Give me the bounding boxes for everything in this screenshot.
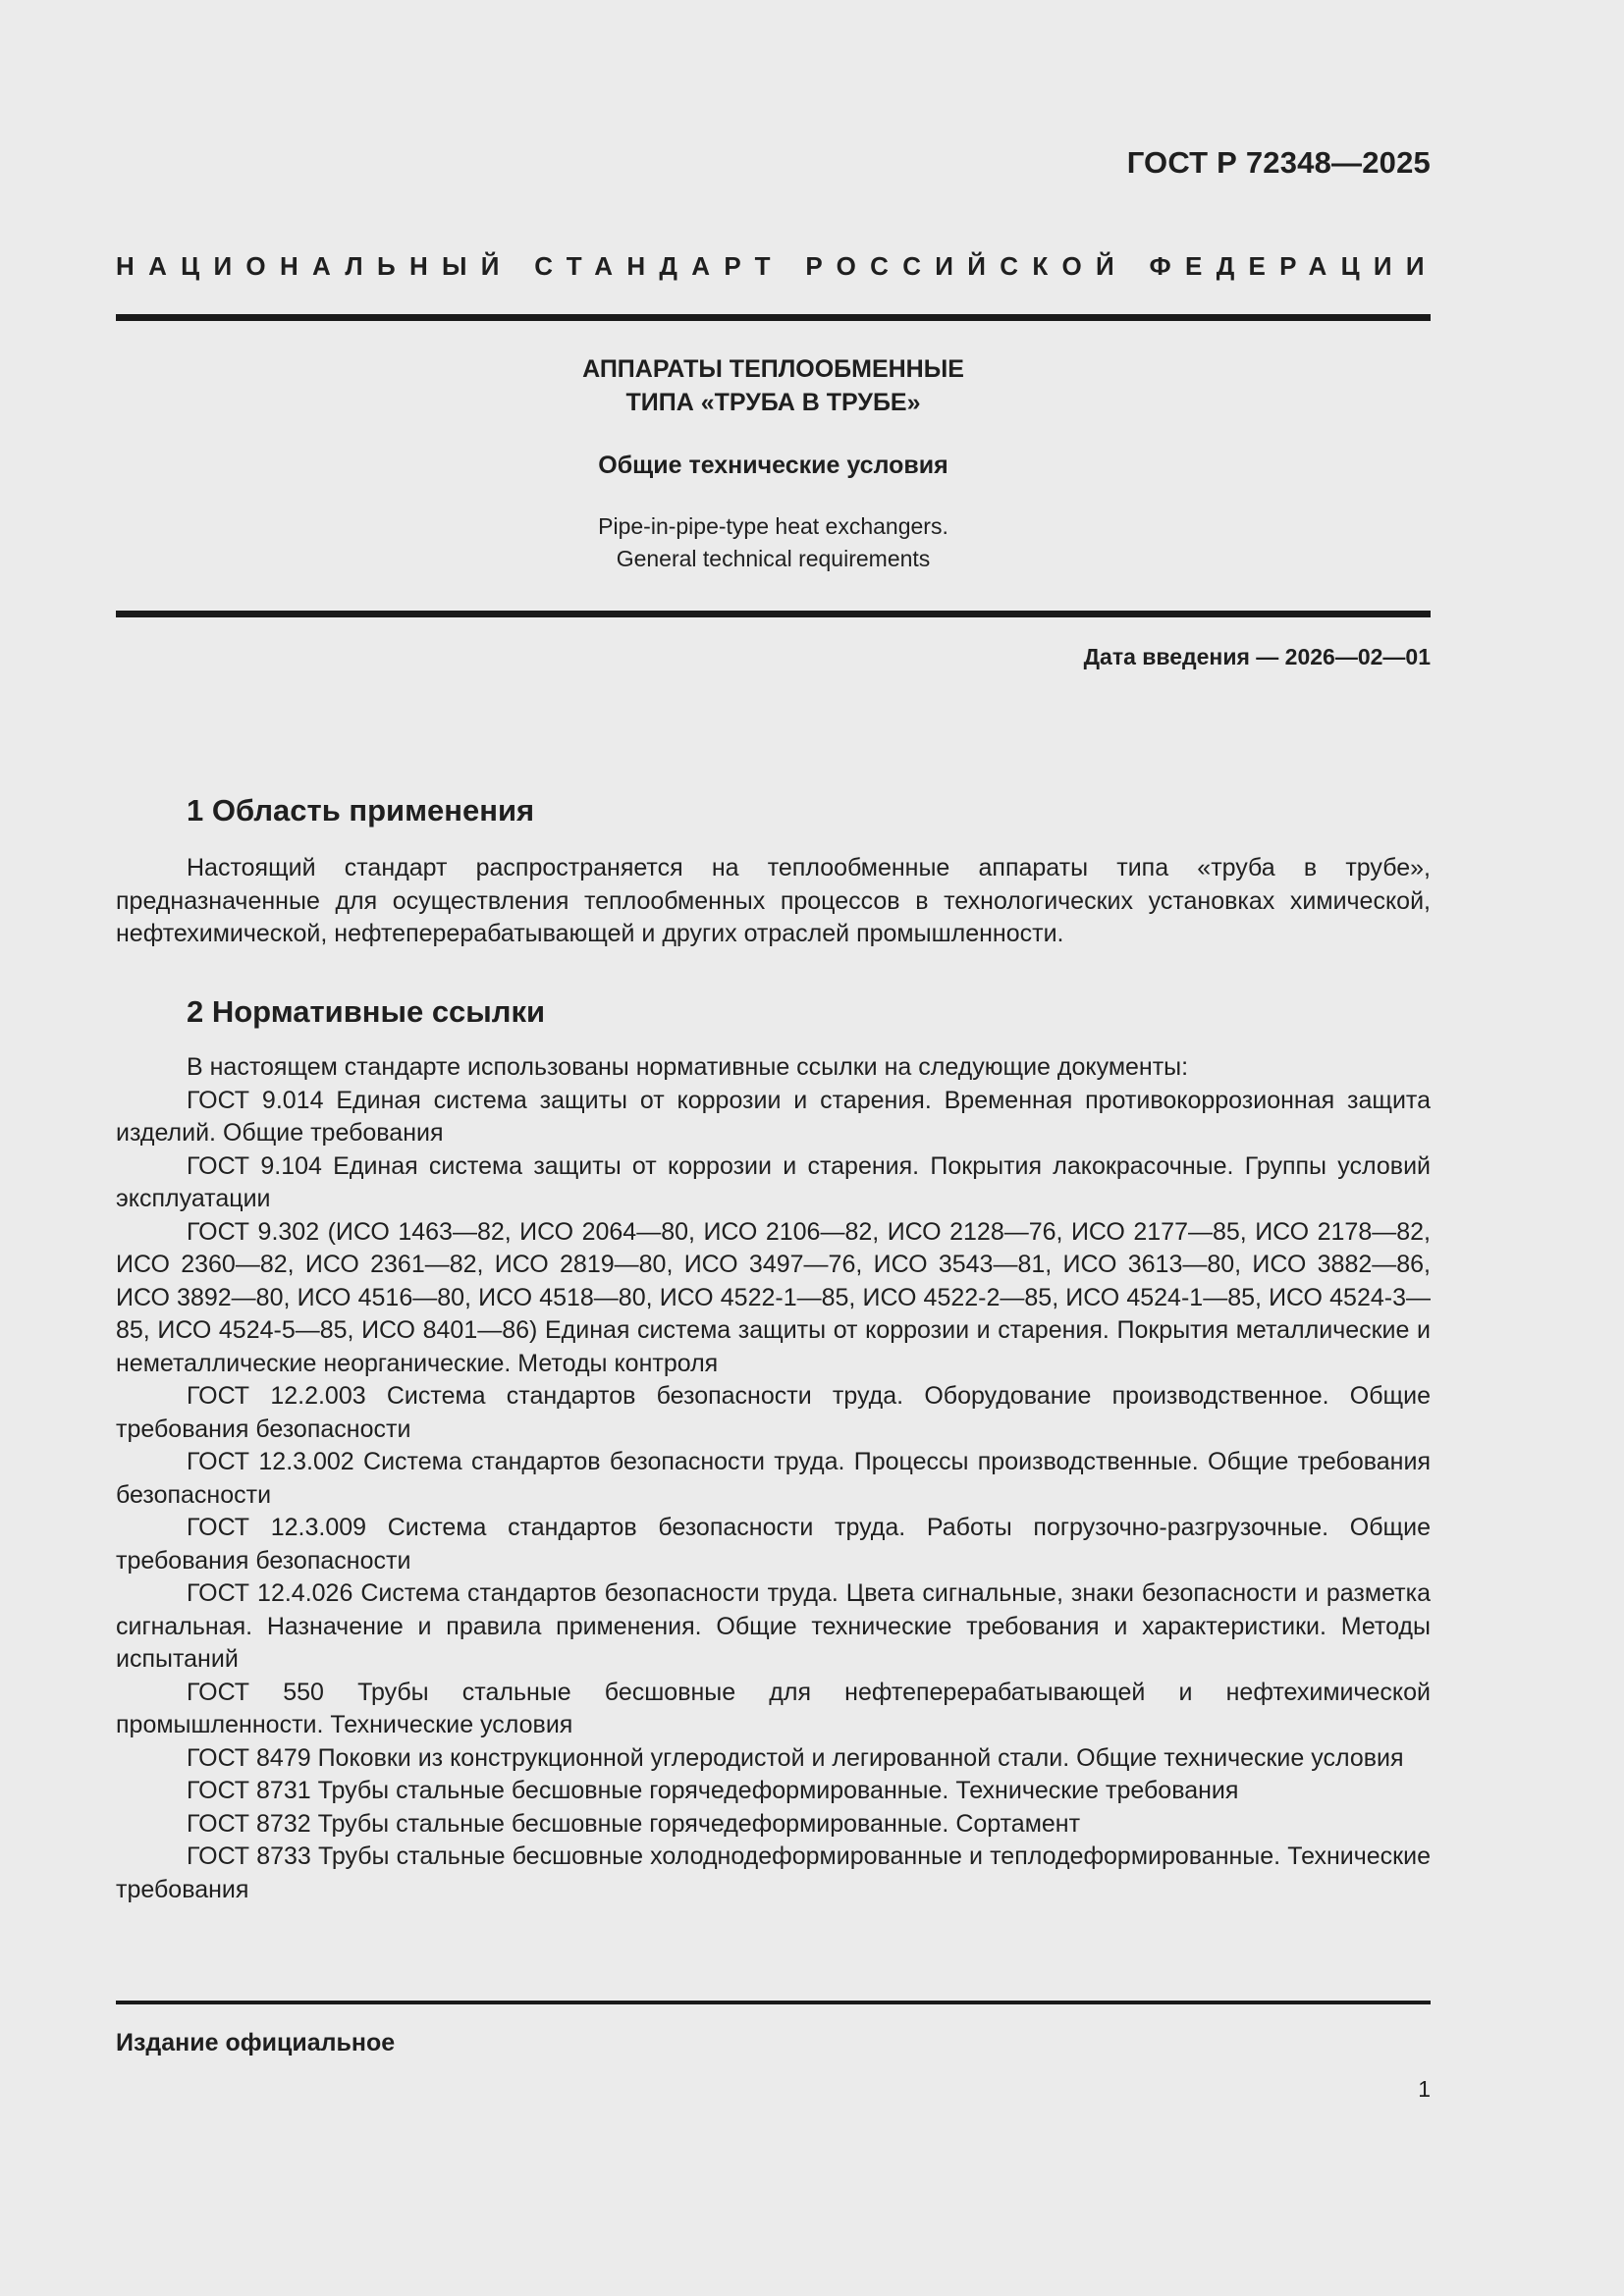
section-2-body (116, 1051, 1431, 1906)
reference-item: ГОСТ 12.2.003 Система стандартов безопасности труда. Оборудование производственное. Общие требования безопасности (116, 1382, 1431, 1443)
reference-item: ГОСТ 12.3.002 Система стандартов безопасности труда. Процессы производственные. Общие требования безопасности (116, 1448, 1431, 1509)
reference-item: ГОСТ 12.3.009 Система стандартов безопасности труда. Работы погрузочно-разгрузочные. Общие требования безопасности (116, 1514, 1431, 1575)
document-title (116, 352, 1431, 419)
document-subtitle: Общие технические условия (598, 452, 948, 479)
paragraph: Настоящий стандарт распространяется на теплообменные аппараты типа «труба в трубе», предназначенные для осуществления теплообменных процессов в технологических установках химической, нефтехимической, нефтеперерабатывающей и других отраслей промышленности. (116, 854, 1431, 947)
english-title (116, 510, 1431, 575)
official-edition-label: Издание официальное (116, 2029, 396, 2056)
reference-item: ГОСТ 550 Трубы стальные бесшовные для нефтеперерабатывающей и нефтехимической промышленности. Технические условия (116, 1678, 1431, 1738)
reference-item: ГОСТ 9.014 Единая система защиты от коррозии и старения. Временная противокоррозионная защита изделий. Общие требования (116, 1086, 1431, 1147)
footer-rule (116, 2001, 1431, 2004)
reference-item: ГОСТ 12.4.026 Система стандартов безопасности труда. Цвета сигнальные, знаки безопасности и разметка сигнальная. Назначение и правила применения. Общие технические требования и характеристики. Методы испытаний (116, 1579, 1431, 1673)
title-rule (116, 611, 1431, 617)
english-title-line-1: Pipe-in-pipe-type heat exchangers. (598, 513, 948, 539)
introduction-date: Дата введения — 2026—02—01 (1083, 644, 1431, 669)
section-2-heading: 2 Нормативные ссылки (187, 994, 546, 1029)
reference-item: ГОСТ 9.104 Единая система защиты от коррозии и старения. Покрытия лакокрасочные. Группы условий эксплуатации (116, 1151, 1431, 1212)
reference-item: ГОСТ 8479 Поковки из конструкционной углеродистой и легированной стали. Общие технические условия (187, 1743, 1404, 1772)
reference-item: ГОСТ 8733 Трубы стальные бесшовные холоднодеформированные и теплодеформированные. Технические требования (116, 1842, 1431, 1903)
national-standard-banner: НАЦИОНАЛЬНЫЙ СТАНДАРТ РОССИЙСКОЙ ФЕДЕРАЦИИ (116, 251, 1438, 281)
title-line-2: ТИПА «ТРУБА В ТРУБЕ» (625, 389, 921, 416)
reference-item: ГОСТ 8731 Трубы стальные бесшовные горячедеформированные. Технические требования (187, 1777, 1239, 1804)
paragraph: В настоящем стандарте использованы нормативные ссылки на следующие документы: (187, 1053, 1189, 1081)
reference-item: ГОСТ 9.302 (ИСО 1463—82, ИСО 2064—80, ИСО 2106—82, ИСО 2128—76, ИСО 2177—85, ИСО 2178—82, ИСО 2360—82, ИСО 2361—82, ИСО 2819—80, ИСО 3497—76, ИСО 3543—81, ИСО 3613—80, ИСО 3882—86, ИСО 3892—80, ИСО 4516—80, ИСО 4518—80, ИСО 4522-1—85, ИСО 4522-2—85, ИСО 4524-1—85, ИСО 4524-3—85, ИСО 4524-5—85, ИСО 8401—86) Единая система защиты от коррозии и старения. Покрытия металлические и неметаллические неорганические. Методы контроля (116, 1217, 1431, 1377)
reference-item: ГОСТ 8732 Трубы стальные бесшовные горячедеформированные. Сортамент (187, 1809, 1081, 1838)
english-title-line-2: General technical requirements (616, 546, 931, 571)
title-line-1: АППАРАТЫ ТЕПЛООБМЕННЫЕ (582, 355, 964, 383)
section-1-body (116, 852, 1431, 951)
header-rule (116, 314, 1431, 321)
section-1-heading: 1 Область применения (187, 793, 535, 828)
standard-code: ГОСТ Р 72348—2025 (1126, 145, 1431, 180)
page-number: 1 (1418, 2076, 1431, 2102)
